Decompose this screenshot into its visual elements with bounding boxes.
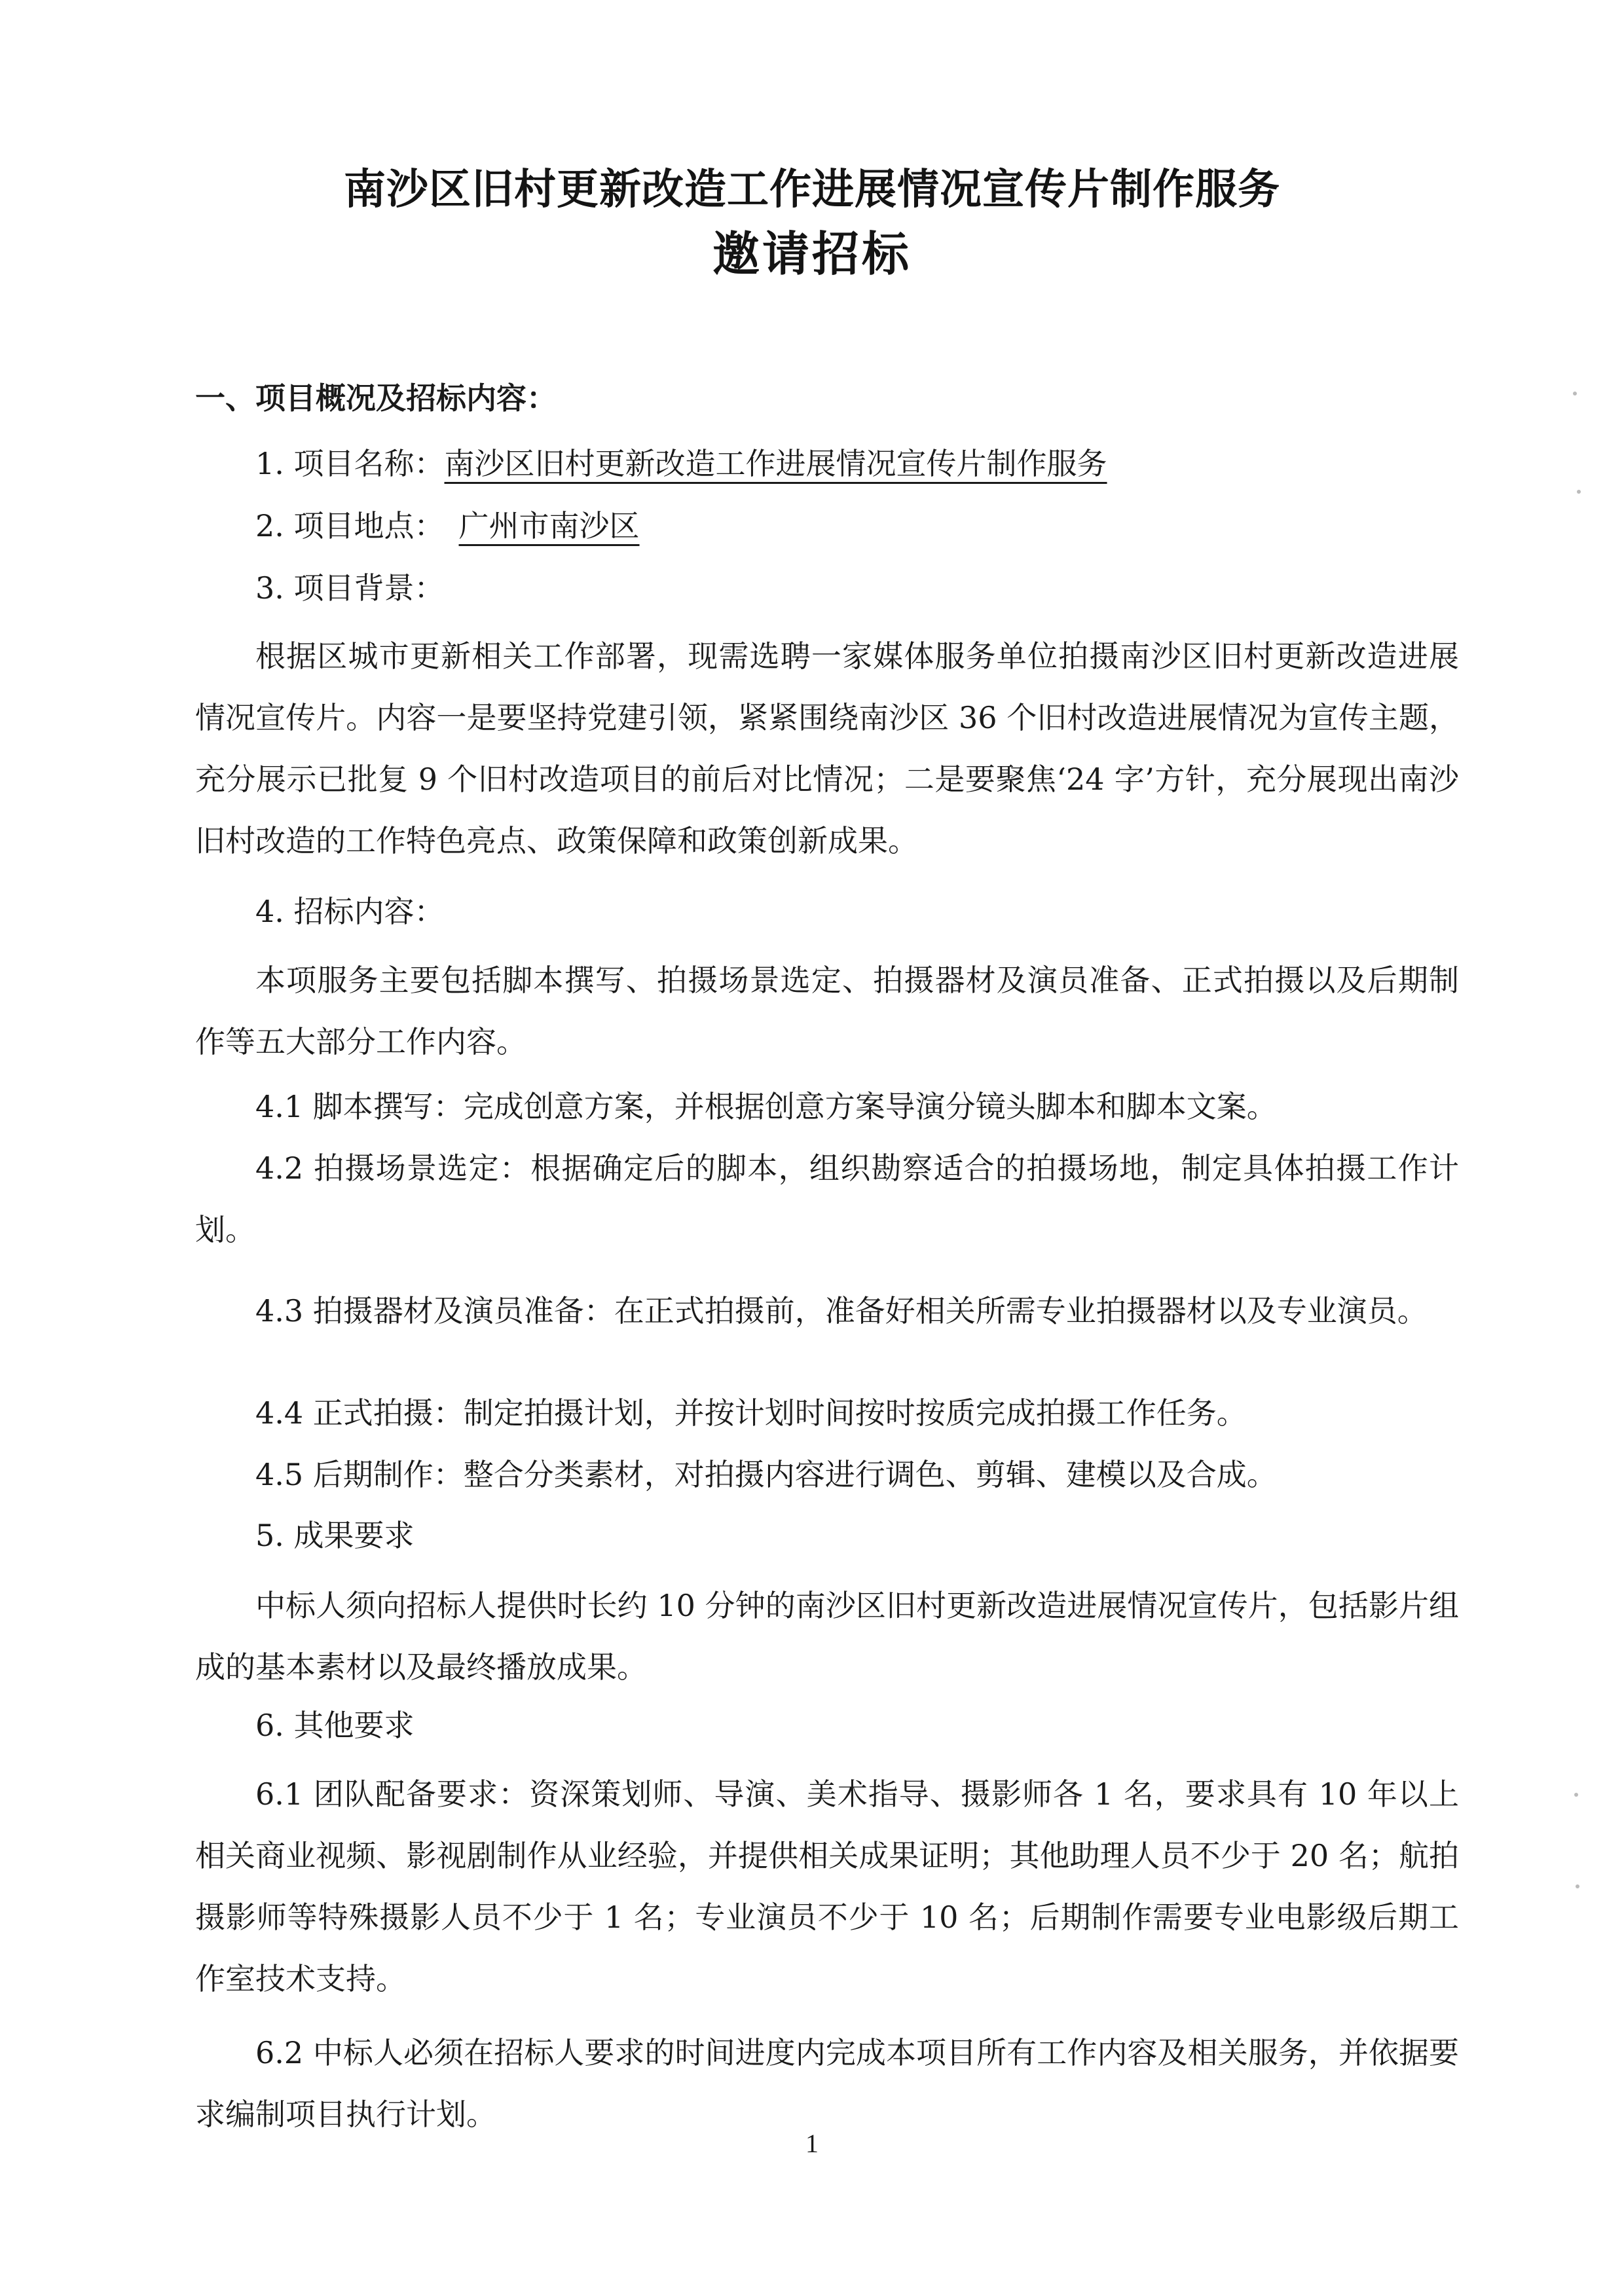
background-paragraph: 根据区城市更新相关工作部署，现需选聘一家媒体服务单位拍摄南沙区旧村更新改造进展情况宣传片。内容一是要坚持党建引领，紧紧围绕南沙区 36 个旧村改造进展情况为宣传主题，充分展示已批复 9 个旧村改造项目的前后对比情况；二是要聚焦‘24 字’方针，充分展现出南沙旧村改造的工作特色亮点、政策保障和政策创新成果。 — [195, 638, 1459, 858]
page-number: 1 — [805, 2129, 819, 2158]
item-4-5: 4.5 后期制作：整合分类素材，对拍摄内容进行调色、剪辑、建模以及合成。 — [255, 1457, 1277, 1492]
project-name-label: 1. 项目名称： — [255, 446, 445, 481]
document-title-line1: 南沙区旧村更新改造工作进展情况宣传片制作服务 — [344, 166, 1280, 214]
item-4-2: 4.2 拍摄场景选定：根据确定后的脚本，组织勘察适合的拍摄场地，制定具体拍摄工作计划。 — [195, 1150, 1459, 1247]
other-requirements-label: 6. 其他要求 — [255, 1708, 415, 1743]
item-4-3: 4.3 拍摄器材及演员准备：在正式拍摄前，准备好相关所需专业拍摄器材以及专业演员。 — [255, 1293, 1428, 1329]
bid-content-paragraph: 本项服务主要包括脚本撰写、拍摄场景选定、拍摄器材及演员准备、正式拍摄以及后期制作等五大部分工作内容。 — [195, 963, 1459, 1059]
scan-speck — [1577, 490, 1581, 494]
item-6-1: 6.1 团队配备要求：资深策划师、导演、美术指导、摄影师各 1 名，要求具有 10 年以上相关商业视频、影视剧制作从业经验，并提供相关成果证明；其他助理人员不少于 20 名；航拍摄影师等特殊摄影人员不少于 1 名；专业演员不少于 10 名；后期制作需要专业电影级后期工作室技术支持。 — [195, 1776, 1459, 1996]
scan-speck — [1574, 1793, 1578, 1797]
project-background-label: 3. 项目背景： — [255, 570, 445, 606]
bid-content-label: 4. 招标内容： — [255, 894, 445, 929]
project-location-label: 2. 项目地点： — [255, 508, 445, 543]
section-heading: 一、项目概况及招标内容： — [195, 380, 557, 416]
item-6-2: 6.2 中标人必须在招标人要求的时间进度内完成本项目所有工作内容及相关服务，并依据要求编制项目执行计划。 — [195, 2035, 1459, 2132]
item-4-4: 4.4 正式拍摄：制定拍摄计划，并按计划时间按时按质完成拍摄工作任务。 — [255, 1395, 1247, 1431]
project-location-row — [255, 506, 640, 545]
project-name-row — [255, 444, 1107, 483]
project-name-value: 南沙区旧村更新改造工作进展情况宣传片制作服务 — [444, 446, 1107, 481]
document-title-line2: 邀请招标 — [712, 227, 912, 282]
scan-speck — [1576, 1884, 1579, 1888]
scan-speck — [1573, 392, 1577, 395]
project-location-value: 广州市南沙区 — [458, 508, 640, 543]
item-4-1: 4.1 脚本撰写：完成创意方案，并根据创意方案导演分镜头脚本和脚本文案。 — [255, 1089, 1277, 1124]
result-requirements-paragraph: 中标人须向招标人提供时长约 10 分钟的南沙区旧村更新改造进展情况宣传片，包括影片组成的基本素材以及最终播放成果。 — [195, 1588, 1459, 1685]
result-requirements-label: 5. 成果要求 — [255, 1518, 415, 1553]
